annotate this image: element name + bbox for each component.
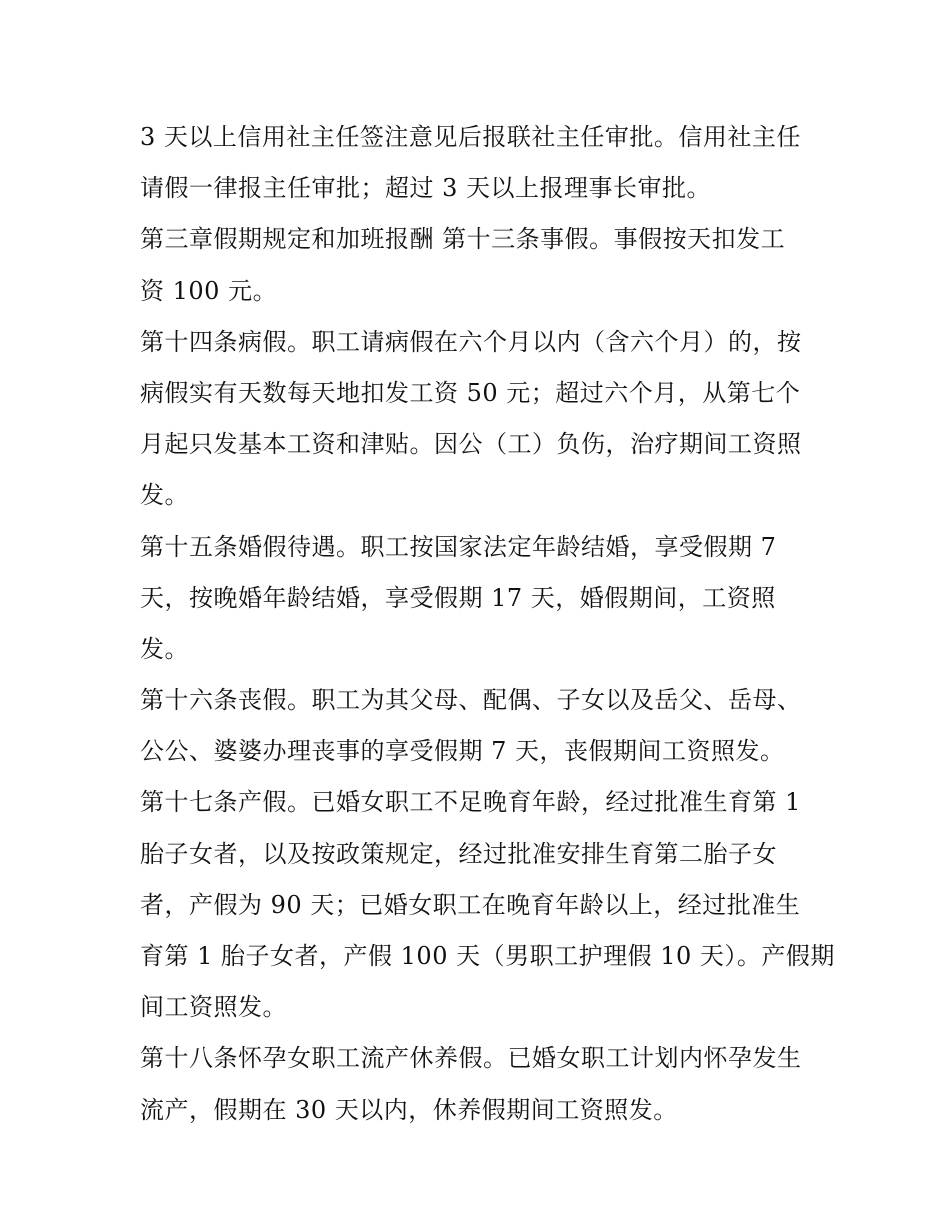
text-line: 胎子女者，以及按政策规定，经过批准安排生育第二胎子女 [140, 839, 777, 868]
text-line: 第三章假期规定和加班报酬 第十三条事假。事假按天扣发工 [140, 225, 786, 254]
text-line: 第十八条怀孕女职工流产休养假。已婚女职工计划内怀孕发生 [140, 1044, 802, 1073]
text-line: 第十四条病假。职工请病假在六个月以内（含六个月）的，按 [140, 327, 802, 356]
text-line: 者，产假为 90 天；已婚女职工在晚育年龄以上，经过批准生 [140, 890, 801, 919]
text-line: 第十五条婚假待遇。职工按国家法定年龄结婚，享受假期 7 [140, 532, 777, 561]
text-line: 育第 1 胎子女者，产假 100 天（男职工护理假 10 天）。产假期 [140, 942, 835, 970]
text-line: 病假实有天数每天地扣发工资 50 元；超过六个月，从第七个 [140, 378, 801, 407]
text-line: 流产，假期在 30 天以内，休养假期间工资照发。 [140, 1095, 678, 1124]
text-line: 月起只发基本工资和津贴。因公（工）负伤，治疗期间工资照 [140, 430, 802, 459]
document-body [140, 112, 835, 1136]
text-line: 3 天以上信用社主任签注意见后报联社主任审批。信用社主任 [140, 123, 801, 151]
text-line: 资 100 元。 [140, 276, 278, 305]
text-line: 公公、婆婆办理丧事的享受假期 7 天，丧假期间工资照发。 [140, 737, 785, 766]
text-line: 间工资照发。 [140, 993, 287, 1022]
text-line: 天，按晚婚年龄结婚，享受假期 17 天，婚假期间，工资照 [140, 583, 776, 612]
text-line: 第十六条丧假。职工为其父母、配偶、子女以及岳父、岳母、 [140, 686, 802, 715]
text-line: 发。 [140, 634, 189, 663]
text-line: 请假一律报主任审批；超过 3 天以上报理事长审批。 [140, 174, 712, 203]
text-line: 第十七条产假。已婚女职工不足晚育年龄，经过批准生育第 1 [140, 788, 801, 817]
text-line: 发。 [140, 481, 189, 510]
